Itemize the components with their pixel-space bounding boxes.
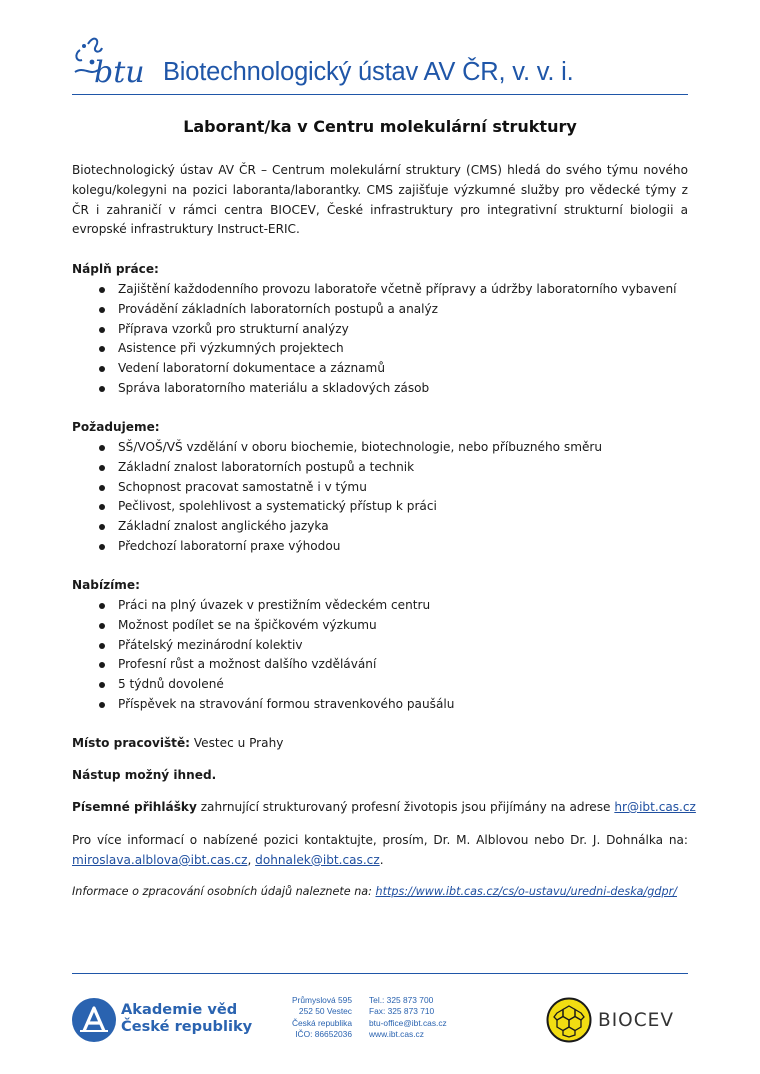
dohnalek-email-link[interactable]: dohnalek@ibt.cas.cz <box>255 852 380 867</box>
application-text: zahrnující strukturovaný profesní životopis jsou přijímány na adrese <box>196 800 615 814</box>
list-item: Možnost podílet se na špičkovém výzkumu <box>72 616 688 636</box>
contact-end: . <box>379 852 384 867</box>
academy-name <box>121 1001 252 1035</box>
list-item: 5 týdnů dovolené <box>72 675 688 695</box>
application-line <box>72 798 696 818</box>
section-heading-requirements: Požadujeme: <box>72 420 160 434</box>
start-text: Nástup možný ihned. <box>72 768 217 782</box>
institute-name: Biotechnologický ústav AV ČR, v. v. i. <box>163 58 574 86</box>
address-line: Průmyslová 595 <box>291 995 352 1005</box>
btu-logo-icon <box>72 32 158 92</box>
contact-separator: , <box>247 852 256 867</box>
list-item: Přátelský mezinárodní kolektiv <box>72 636 688 656</box>
offer-list <box>72 596 688 715</box>
academy-logo-icon <box>71 997 117 1043</box>
list-item: Příprava vzorků pro strukturní analýzy <box>72 320 688 340</box>
contact-line: Tel.: 325 873 700 <box>369 995 434 1005</box>
btu-logo-text: btu <box>94 55 145 90</box>
academy-name-line2: České republiky <box>121 1018 253 1035</box>
section-heading-duties: Náplň práce: <box>72 262 159 276</box>
application-label: Písemné přihlášky <box>72 800 197 814</box>
address-line: Česká republika <box>291 1017 352 1028</box>
gdpr-note <box>72 882 688 902</box>
list-item: Předchozí laboratorní praxe výhodou <box>72 537 688 557</box>
list-item: Základní znalost anglického jazyka <box>72 517 688 537</box>
address-line: IČO: 86652036 <box>295 1029 352 1040</box>
contact-line: Fax: 325 873 710 <box>369 1006 435 1017</box>
contact-paragraph <box>72 831 688 871</box>
list-item: Profesní růst a možnost dalšího vzdělávání <box>72 655 688 675</box>
contact-line: btu-office@ibt.cas.cz <box>369 1017 447 1028</box>
footer-contacts <box>369 995 447 1041</box>
workplace-label: Místo pracoviště: <box>72 736 190 750</box>
header-divider <box>72 94 688 95</box>
academy-name-line1: Akademie věd <box>121 1001 238 1018</box>
list-item: Provádění základních laboratorních postupů a analýz <box>72 300 688 320</box>
footer-divider <box>72 973 688 974</box>
address-line: 252 50 Vestec <box>298 1006 352 1017</box>
biocev-logo-icon <box>546 997 592 1043</box>
footer-address <box>285 995 352 1041</box>
list-item: Správa laboratorního materiálu a skladových zásob <box>72 379 688 399</box>
page-title: Laborant/ka v Centru molekulární struktury <box>183 117 577 136</box>
start-line <box>72 766 688 786</box>
list-item: Základní znalost laboratorních postupů a technik <box>72 458 688 478</box>
intro-paragraph: Biotechnologický ústav AV ČR – Centrum molekulární struktury (CMS) hledá do svého týmu nového kolegu/kolegyni na pozici laboranta/laborantky. CMS zajišťuje výzkumné služby pro vědecké týmy z ČR i zahraničí v rámci centra BIOCEV, České infrastruktury pro integrativní strukturní biologii a evropské infrastruktury Instruct-ERIC. <box>72 163 688 237</box>
list-item: Asistence při výzkumných projektech <box>72 339 688 359</box>
letterhead <box>72 32 688 96</box>
list-item: SŠ/VOŠ/VŠ vzdělání v oboru biochemie, biotechnologie, nebo příbuzného směru <box>72 438 688 458</box>
gdpr-link[interactable]: https://www.ibt.cas.cz/cs/o-ustavu/uredni-deska/gdpr/ <box>375 885 677 898</box>
workplace-line <box>72 734 688 754</box>
section-heading-offer: Nabízíme: <box>72 578 140 592</box>
alblova-email-link[interactable]: miroslava.alblova@ibt.cas.cz <box>72 852 248 867</box>
list-item: Schopnost pracovat samostatně i v týmu <box>72 478 688 498</box>
list-item: Práci na plný úvazek v prestižním vědeckém centru <box>72 596 688 616</box>
list-item: Pečlivost, spolehlivost a systematický přístup k práci <box>72 497 688 517</box>
list-item: Vedení laboratorní dokumentace a záznamů <box>72 359 688 379</box>
gdpr-text: Informace o zpracování osobních údajů naleznete na: <box>72 885 376 898</box>
contact-text: Pro více informací o nabízené pozici kontaktujte, prosím, Dr. M. Alblovou nebo Dr. J. Dohnálka na: <box>72 833 688 847</box>
list-item: Zajištění každodenního provozu laboratoře včetně přípravy a údržby laboratorního vybavení <box>72 280 688 300</box>
hr-email-link[interactable]: hr@ibt.cas.cz <box>614 800 696 814</box>
contact-line: www.ibt.cas.cz <box>369 1029 424 1040</box>
duties-list <box>72 280 688 399</box>
workplace-value: Vestec u Prahy <box>190 736 284 750</box>
biocev-name: BIOCEV <box>598 1010 674 1031</box>
requirements-list <box>72 438 688 557</box>
list-item: Příspěvek na stravování formou stravenkového paušálu <box>72 695 688 715</box>
